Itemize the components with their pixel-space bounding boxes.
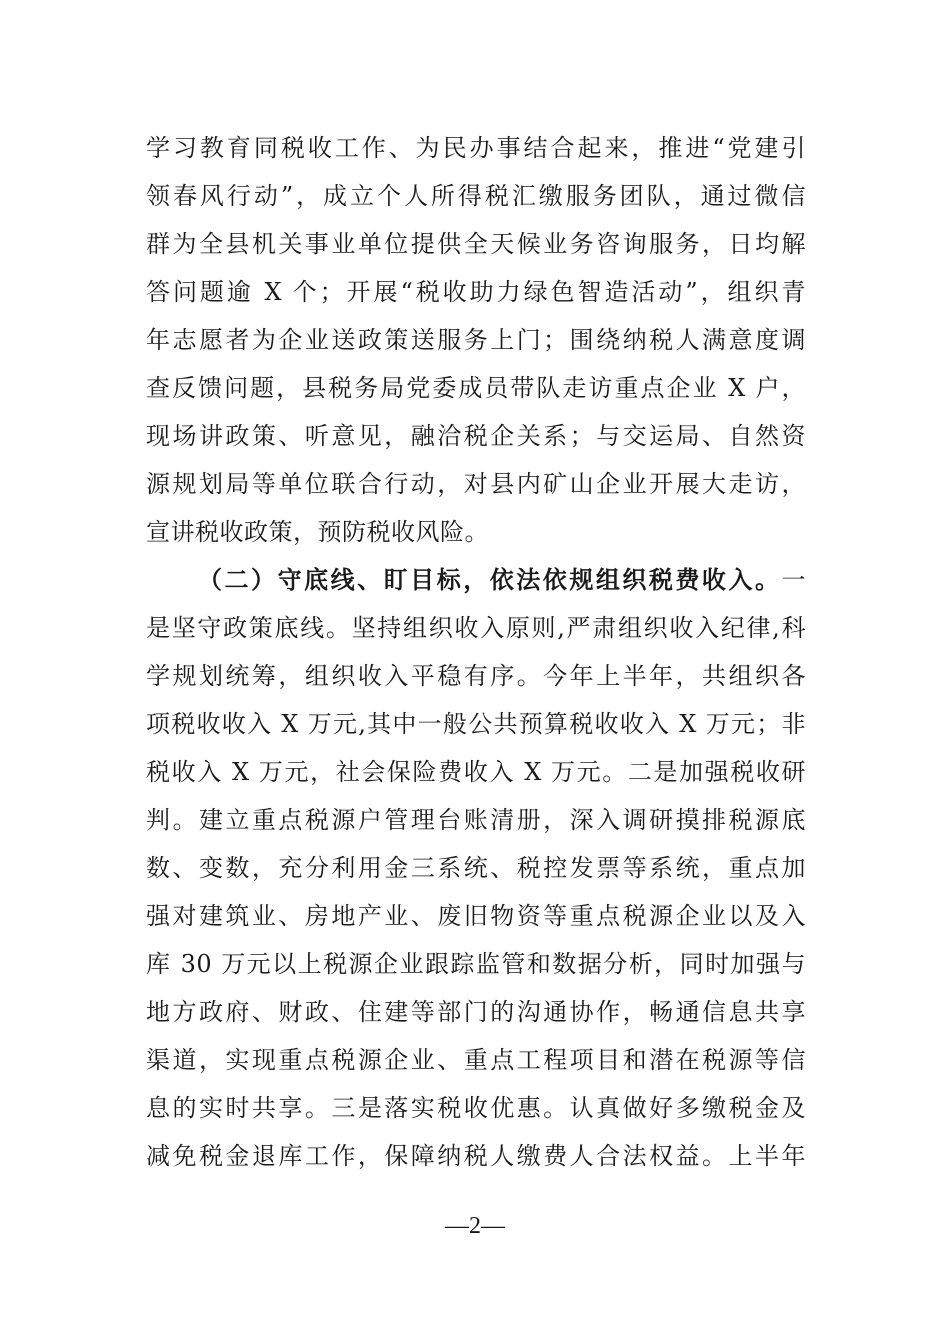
paragraph-line: 宣讲税收政策，预防税收风险。 [146,518,489,546]
paragraph-line: 年志愿者为企业送政策送服务上门；围绕纳税人满意度调 [146,326,806,354]
paragraph-line: 是坚守政策底线。坚持组织收入原则,严肃组织收入纪律,科 [146,614,806,642]
section-heading: （二）守底线、盯目标，依法依规组织税费收入。 [198,565,782,594]
paragraph-line: 学习教育同税收工作、为民办事结合起来，推进“党建引 [146,134,806,162]
paragraph-line: 项税收收入 X 万元,其中一般公共预算税收收入 X 万元；非 [146,710,806,738]
paragraph-line: 渠道，实现重点税源企业、重点工程项目和潜在税源等信 [146,1046,806,1074]
paragraph-line: 数、变数，充分利用金三系统、税控发票等系统，重点加 [146,854,806,882]
paragraph-line: 群为全县机关事业单位提供全天候业务咨询服务，日均解 [146,230,806,258]
section-heading-continuation: 一 [781,566,806,594]
paragraph-line: 强对建筑业、房地产业、废旧物资等重点税源企业以及入 [146,902,806,930]
paragraph-line: 学规划统筹，组织收入平稳有序。今年上半年，共组织各 [146,662,806,690]
paragraph-line: 答问题逾 X 个；开展“税收助力绿色智造活动”，组织青 [146,278,806,306]
paragraph-line: 息的实时共享。三是落实税收优惠。认真做好多缴税金及 [146,1094,806,1122]
document-body [146,124,806,1180]
paragraph-line: 判。建立重点税源户管理台账清册，深入调研摸排税源底 [146,806,806,834]
paragraph-line: 税收入 X 万元，社会保险费收入 X 万元。二是加强税收研 [146,758,806,786]
paragraph-line: 现场讲政策、听意见，融洽税企关系；与交运局、自然资 [146,422,806,450]
paragraph-line: 减免税金退库工作，保障纳税人缴费人合法权益。上半年 [146,1142,806,1170]
paragraph-line: 库 30 万元以上税源企业跟踪监管和数据分析，同时加强与 [146,950,806,978]
paragraph-line: 源规划局等单位联合行动，对县内矿山企业开展大走访， [146,470,806,498]
paragraph-line: 领春风行动”，成立个人所得税汇缴服务团队，通过微信 [146,182,806,210]
section-heading-line [146,556,806,604]
paragraph-line: 查反馈问题，县税务局党委成员带队走访重点企业 X 户， [146,374,806,402]
page-number: —2— [445,1213,505,1239]
paragraph-line: 地方政府、财政、住建等部门的沟通协作，畅通信息共享 [146,998,806,1026]
